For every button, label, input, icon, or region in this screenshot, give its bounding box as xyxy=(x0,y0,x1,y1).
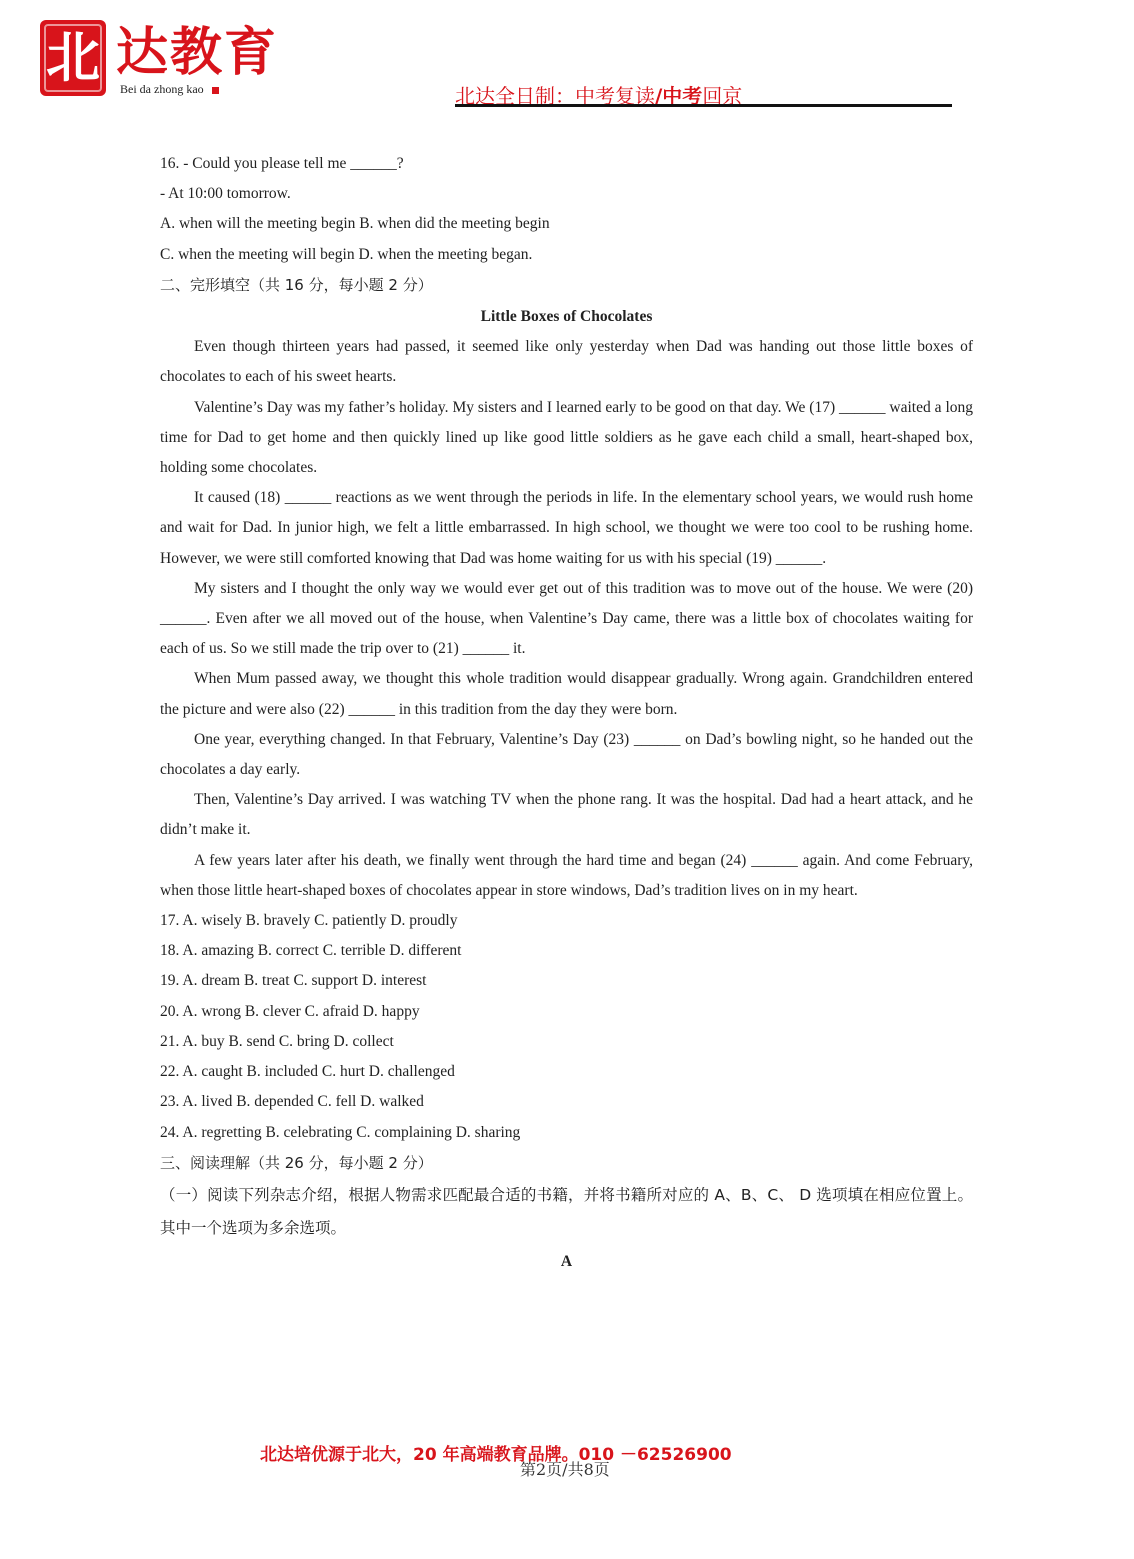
brand-logo xyxy=(38,18,308,102)
passage-paragraph: Valentine’s Day was my father’s holiday. My sisters and I learned early to be good on that day. We (17) ______ waited a long time for Dad to get home and then quickly lined up like good little soldiers as he gave each child a small, heart-shaped box, holding some chocolates. xyxy=(160,398,973,477)
section3-instruction: （一）阅读下列杂志介绍，根据人物需求匹配最合适的书籍，并将书籍所对应的 A、B、C、 D 选项填在相应位置上。其中一个选项为多余选项。 xyxy=(160,1185,973,1237)
option-line-24: 24. A. regretting B. celebrating C. complaining D. sharing xyxy=(160,1123,521,1141)
q16-answer: - At 10:00 tomorrow. xyxy=(160,185,291,203)
passage-paragraph: A few years later after his death, we finally went through the hard time and began (24) ______ again. And come February, when those little heart-shaped boxes of chocolates appear in store windows, Dad’s tradition lives on in my heart. xyxy=(160,851,973,899)
section3-subheading: A xyxy=(560,1252,573,1270)
logo-dot-icon xyxy=(212,87,219,94)
exam-content xyxy=(160,149,973,1277)
header-divider xyxy=(455,104,952,107)
logo-text: 达教育 xyxy=(116,23,279,83)
q16-options-cd: C. when the meeting will begin D. when the meeting began. xyxy=(160,245,533,263)
option-line-17: 17. A. wisely B. bravely C. patiently D. proudly xyxy=(160,912,458,930)
logo-mark: 北 xyxy=(40,20,106,96)
passage-title: Little Boxes of Chocolates xyxy=(480,308,653,326)
logo-pinyin: Bei da zhong kao xyxy=(120,82,219,97)
q16-prompt: 16. - Could you please tell me ______? xyxy=(160,155,404,172)
option-line-19: 19. A. dream B. treat C. support D. interest xyxy=(160,972,427,990)
passage-paragraph: My sisters and I thought the only way we would ever get out of this tradition was to move out of the house. We were (20) ______. Even after we all moved out of the house, when Valentine’s Day came, there was a little box of chocolates waiting for each of us. So we still made the trip over to (21) ______ it. xyxy=(160,579,973,658)
option-line-21: 21. A. buy B. send C. bring D. collect xyxy=(160,1032,394,1050)
footer-promo: 北达培优源于北大，20 年高端教育品牌。010 －62526900 xyxy=(260,1445,732,1465)
option-line-18: 18. A. amazing B. correct C. terrible D. different xyxy=(160,942,462,960)
passage-paragraph: It caused (18) ______ reactions as we went through the periods in life. In the elementary school years, we would rush home and wait for Dad. In junior high, we felt a little embarrassed. In high school, we thought we were too cool to be rushing home. However, we were still comforted knowing that Dad was home waiting for us with his special (19) ______. xyxy=(160,489,973,567)
passage-paragraph: Even though thirteen years had passed, it seemed like only yesterday when Dad was handing out those little boxes of chocolates to each of his sweet hearts. xyxy=(160,338,973,386)
option-line-22: 22. A. caught B. included C. hurt D. challenged xyxy=(160,1063,455,1081)
option-line-23: 23. A. lived B. depended C. fell D. walked xyxy=(160,1093,424,1111)
page-number: 第2页/共8页 xyxy=(520,1460,610,1479)
section3-heading: 三、阅读理解（共 26 分，每小题 2 分） xyxy=(160,1153,433,1172)
passage-paragraph: One year, everything changed. In that February, Valentine’s Day (23) ______ on Dad’s bowling night, so he handed out the chocolates a day early. xyxy=(160,730,973,779)
section2-heading: 二、完形填空（共 16 分，每小题 2 分） xyxy=(160,275,433,294)
header-tagline: 北达全日制：中考复读/中考回京 xyxy=(455,84,743,108)
passage-paragraph: When Mum passed away, we thought this whole tradition would disappear gradually. Wrong again. Grandchildren entered the picture and were also (22) ______ in this tradition from the day they were born. xyxy=(160,670,973,718)
option-line-20: 20. A. wrong B. clever C. afraid D. happy xyxy=(160,1002,420,1020)
passage-paragraph: Then, Valentine’s Day arrived. I was watching TV when the phone rang. It was the hospital. Dad had a heart attack, and he didn’t make it. xyxy=(160,791,973,839)
q16-options-ab: A. when will the meeting begin B. when did the meeting begin xyxy=(160,215,550,233)
